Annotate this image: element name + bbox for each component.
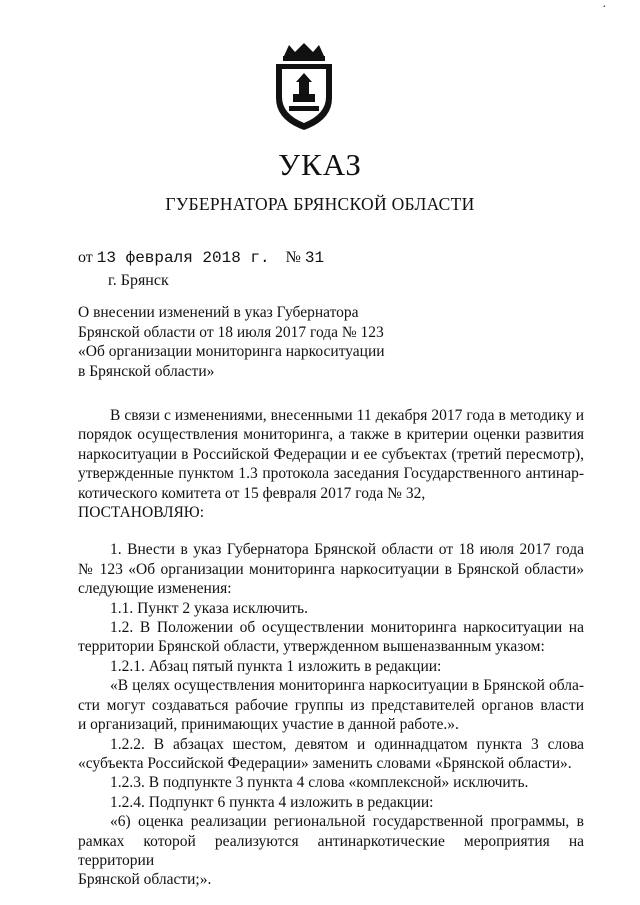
- item-1-2-1-quote: [78, 676, 584, 734]
- item-1-line: № 123 «Об организации мониторинга наркоситуации в Брянской области»: [78, 560, 584, 578]
- decree-date: 13 февраля 2018 г.: [96, 249, 270, 267]
- item-1-1: 1.1. Пункт 2 указа исключить.: [110, 599, 309, 617]
- item-1-2-2: [78, 735, 584, 774]
- item-1-line: следующие изменения:: [78, 580, 232, 598]
- subject-line: Брянской области от 18 июля 2017 года № 123: [78, 323, 384, 341]
- decree-number: 31: [304, 249, 325, 267]
- document-title: УКАЗ: [278, 147, 362, 182]
- emblem-crown-band: [283, 56, 325, 61]
- quote-line: рамках которой реализуются антинаркотические мероприятия на территории: [78, 832, 584, 869]
- preamble-paragraph: [78, 406, 584, 503]
- item-1-2-line: 1.2. В Положении об осуществлении мониторинга наркоситуации на: [110, 619, 584, 637]
- preamble-line: порядок осуществления мониторинга, а также в критерии оценки развития: [78, 426, 584, 444]
- preamble-line: В связи с изменениями, внесенными 11 декабря 2017 года в методику и: [110, 407, 584, 424]
- preamble-line: наркоситуации в Российской Федерации и ее субъектах (третий пересмотр),: [78, 445, 584, 463]
- item-1-2-4-quote: [78, 812, 584, 890]
- subject-line: «Об организации мониторинга наркоситуации: [78, 343, 385, 360]
- item-1-2-3: 1.2.3. В подпункте 3 пункта 4 слова «комплексной» исключить.: [110, 774, 529, 792]
- subject-line: в Брянской области»: [78, 362, 215, 380]
- date-number-line: [78, 249, 324, 267]
- item-1-2-4: 1.2.4. Подпункт 6 пункта 4 изложить в редакции:: [110, 793, 434, 811]
- item-1-2-2-line: «субъекта Российской Федерации» заменить словами «Брянской области».: [78, 754, 572, 772]
- item-1-2-line: территории Брянской области, утвержденном вышеназванным указом:: [78, 638, 545, 656]
- subject-block: [78, 303, 398, 381]
- date-prefix: от: [78, 249, 93, 266]
- decree-body: [78, 406, 584, 890]
- item-1-2-2-line: 1.2.2. В абзацах шестом, девятом и одиннадцатом пункта 3 слова: [110, 735, 584, 753]
- document-subtitle: ГУБЕРНАТОРА БРЯНСКОЙ ОБЛАСТИ: [165, 194, 475, 214]
- quote-line: «В целях осуществления мониторинга наркоситуации в Брянской обла-: [110, 677, 584, 695]
- number-prefix: №: [285, 249, 301, 266]
- quote-line: «6) оценка реализации региональной государственной программы, в: [110, 813, 584, 831]
- preamble-line: утвержденные пунктом 1.3 протокола заседания Государственного антинар-: [78, 465, 584, 483]
- city-line: г. Брянск: [108, 272, 169, 289]
- quote-line: Брянской области;».: [78, 871, 212, 889]
- coat-of-arms-emblem: [267, 42, 341, 132]
- preamble-line: котического комитета от 15 февраля 2017 года № 32,: [78, 484, 426, 502]
- emblem-crown: [284, 43, 324, 56]
- quote-line: сти могут создаваться рабочие группы из представителей органов власти: [78, 696, 584, 714]
- item-1-2-1: 1.2.1. Абзац пятый пункта 1 изложить в редакции:: [110, 657, 442, 675]
- item-1: [78, 540, 584, 598]
- item-1-line: 1. Внести в указ Губернатора Брянской области от 18 июля 2017 года: [110, 541, 584, 559]
- subject-line: О внесении изменений в указ Губернатора: [78, 304, 359, 321]
- decree-word: ПОСТАНОВЛЯЮ:: [78, 504, 205, 522]
- emblem-base: [289, 106, 319, 111]
- item-1-2: [78, 618, 584, 657]
- corner-mark: ·: [602, 0, 607, 15]
- quote-line: и организаций, принимающих участие в данной работе.».: [78, 716, 459, 734]
